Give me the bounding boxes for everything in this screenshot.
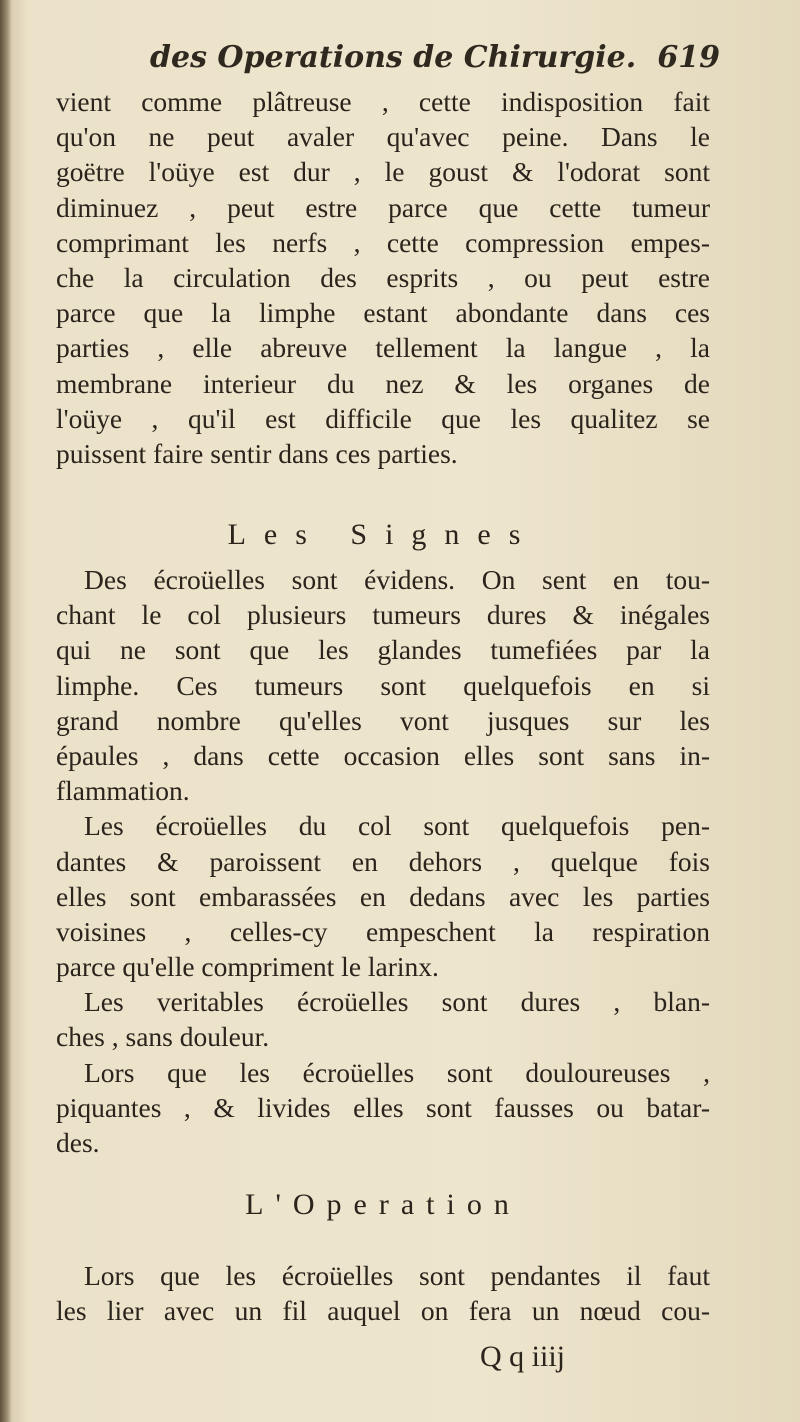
text-line: membrane interieur du nez & les organes de bbox=[56, 367, 710, 399]
paragraph-operation bbox=[56, 1258, 710, 1328]
text-line: Lors que les écroüelles sont pendantes il faut bbox=[84, 1260, 710, 1291]
text-line: che la circulation des esprits , ou peut estre bbox=[56, 261, 710, 293]
text-line: puissent faire sentir dans ces parties. bbox=[56, 437, 458, 469]
text-line: parties , elle abreuve tellement la langue , la bbox=[56, 332, 710, 364]
text-line: Des écroüelles sont évidens. On sent en tou- bbox=[84, 564, 710, 595]
text-line: l'oüye , qu'il est difficile que les qualitez se bbox=[56, 402, 710, 434]
text-line: vient comme plâtreuse , cette indisposition fait bbox=[56, 86, 710, 117]
text-line: épaules , dans cette occasion elles sont sans in- bbox=[56, 739, 710, 771]
text-line: voisines , celles-cy empeschent la respiration bbox=[56, 915, 710, 947]
text-line: goëtre l'oüye est dur , le goust & l'odorat sont bbox=[56, 156, 710, 188]
page-header bbox=[140, 36, 720, 88]
text-line: grand nombre qu'elles vont jusques sur les bbox=[56, 704, 710, 736]
page-number: 619 bbox=[657, 40, 720, 75]
text-line: parce qu'elle compriment le larinx. bbox=[56, 951, 439, 983]
paragraph-symptoms bbox=[56, 84, 710, 471]
text-line: flammation. bbox=[56, 775, 190, 807]
text-line: comprimant les nerfs , cette compression empes- bbox=[56, 226, 710, 258]
text-line: les lier avec un fil auquel on fera un nœud cou- bbox=[56, 1295, 710, 1327]
text-line: elles sont embarassées en dedans avec les parties bbox=[56, 880, 710, 912]
running-title: des Operations de Chirurgie. bbox=[150, 40, 637, 75]
text-line: qu'on ne peut avaler qu'avec peine. Dans le bbox=[56, 121, 710, 153]
text-line: Les écroüelles du col sont quelquefois pen- bbox=[84, 810, 710, 842]
section-heading-operation: L'Operation bbox=[245, 1188, 521, 1221]
text-line: Lors que les écroüelles sont douloureuses , bbox=[84, 1056, 710, 1088]
text-line: qui ne sont que les glandes tumefiées par la bbox=[56, 634, 710, 666]
book-spine bbox=[0, 0, 12, 1422]
text-line: piquantes , & livides elles sont fausses ou batar- bbox=[56, 1091, 710, 1123]
text-line: parce que la limphe estant abondante dans ces bbox=[56, 297, 710, 329]
text-line: ches , sans douleur. bbox=[56, 1021, 270, 1053]
text-line: limphe. Ces tumeurs sont quelquefois en si bbox=[56, 669, 710, 701]
section-heading-signes: Les Signes bbox=[227, 518, 539, 551]
paragraph-signs bbox=[56, 562, 710, 1160]
text-line: Les veritables écroüelles sont dures , blan- bbox=[84, 986, 710, 1018]
text-line: diminuez , peut estre parce que cette tumeur bbox=[56, 191, 710, 223]
text-line: dantes & paroissent en dehors , quelque fois bbox=[56, 845, 710, 877]
text-line: des. bbox=[56, 1127, 100, 1158]
text-line: chant le col plusieurs tumeurs dures & inégales bbox=[56, 599, 710, 631]
signature-mark: Q q iiij bbox=[480, 1340, 566, 1373]
